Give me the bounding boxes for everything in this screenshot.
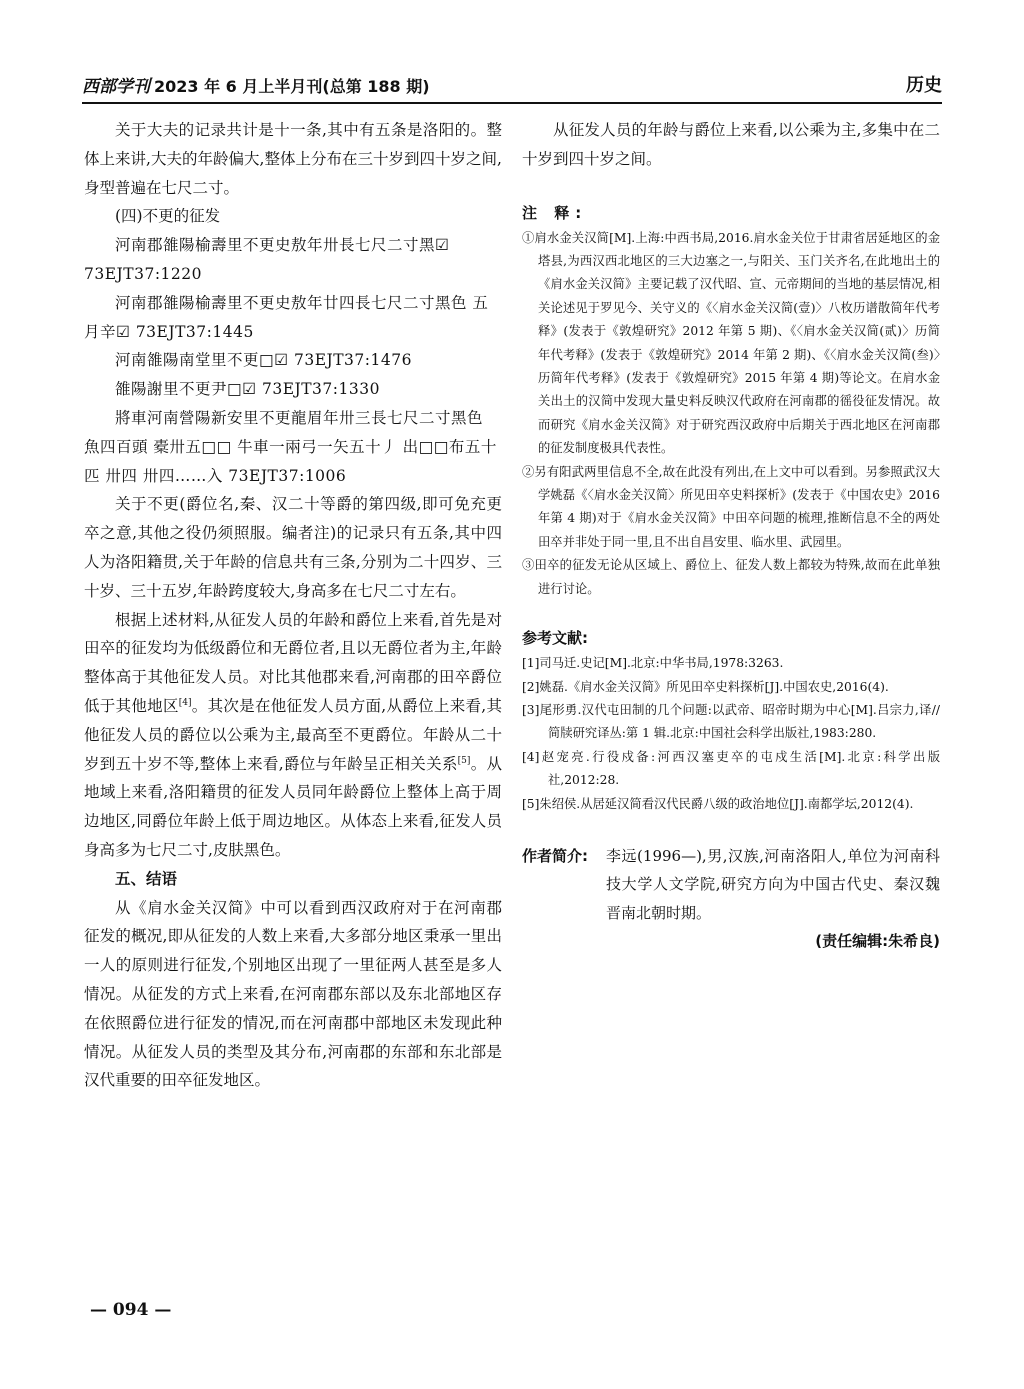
reference-item: [2]姚磊.《肩水金关汉简》所见田卒史料探析[J].中国农史,2016(4). — [522, 679, 889, 694]
citation-5[interactable]: [5] — [457, 755, 471, 766]
paragraph-analysis — [84, 606, 502, 865]
note-item: ①肩水金关汉简[M].上海:中西书局,2016.肩水金关位于甘肃省居延地区的金塔县,为西汉西北地区的三大边塞之一,与阳关、玉门关齐名,在此地出土的《肩水金关汉简》主要记载了汉代昭、宣、元帝期间的当地的基层情况,相关论述见于罗见今、关守义的《〈肩水金关汉简(壹)〉八枚历谱散简年代考释》(发表于《敦煌研究》2012 年第 5 期)、《〈肩水金关汉简(贰)〉历简年代考释》(发表于《敦煌研究》2014 年第 2 期)、《〈肩水金关汉简(叁)〉历简年代考释》(发表于《敦煌研究》2015 年第 4 期)等论文。在肩水金关出土的汉简中发现大量史料反映汉代政府在河南郡的徭役征发情况。故而研究《肩水金关汉简》对于研究西汉政府中后期关于西北地区在河南郡的征发制度极具代表性。 — [522, 230, 940, 456]
author-bio — [522, 842, 940, 928]
left-column — [84, 116, 502, 1095]
reference-item: [3]尾形勇.汉代屯田制的几个问题:以武帝、昭帝时期为中心[M].吕宗力,译//简牍研究译丛:第 1 辑.北京:中国社会科学出版社,1983:280. — [522, 702, 940, 741]
slip-quote-5: 將車河南營陽新安里不更龍眉年卅三長七尺二寸黑色 魚四百頭 橐卅五□□ 牛車一兩弓一矢五十丿 出□□布五十匹 卅四 卅四……入 73EJT37:1006 — [84, 408, 497, 485]
notes-title: 注 释: — [522, 203, 588, 222]
page-number: — 094 — — [90, 1300, 172, 1320]
references-title: 参考文献: — [522, 629, 588, 648]
reference-item: [5]朱绍侯.从居延汉简看汉代民爵八级的政治地位[J].南都学坛,2012(4). — [522, 796, 914, 811]
header-left — [82, 72, 430, 97]
paragraph-dafu: 关于大夫的记录共计是十一条,其中有五条是洛阳的。整体上来讲,大夫的年龄偏大,整体上分布在三十岁到四十岁之间,身型普遍在七尺二寸。 — [84, 121, 502, 197]
analysis-text-c: 。从地域上来看,洛阳籍贯的征发人员同年龄爵位上整体上高于周边地区,同爵位年龄上低于周边地区。从体态上来看,征发人员身高多为七尺二寸,皮肤黑色。 — [84, 754, 502, 859]
paragraph-conclusion: 从《肩水金关汉简》中可以看到西汉政府对于在河南郡征发的概况,即从征发的人数上来看,大多部分地区秉承一里出一人的原则进行征发,个别地区出现了一里征两人甚至是多人情况。从征发的方式上来看,在河南郡东部以及东北部地区存在依照爵位进行征发的情况,而在河南郡中部地区未发现此种情况。从征发人员的类型及其分布,河南郡的东部和东北部是汉代重要的田卒征发地区。 — [84, 898, 502, 1090]
slip-quote-3: 河南雒陽南堂里不更□☑ 73EJT37:1476 — [115, 351, 412, 370]
reference-item: [1]司马迁.史记[M].北京:中华书局,1978:3263. — [522, 656, 784, 671]
references-list — [522, 652, 940, 816]
slip-quote-4: 雒陽謝里不更尹□☑ 73EJT37:1330 — [115, 380, 380, 399]
author-bio-text: 李远(1996—),男,汉族,河南洛阳人,单位为河南科技大学人文学院,研究方向为中国古代史、秦汉魏晋南北朝时期。 — [606, 846, 940, 922]
issue-info: 2023 年 6 月上半月刊(总第 188 期) — [154, 77, 430, 96]
right-column — [522, 116, 940, 955]
paragraph-conclusion-cont: 从征发人员的年龄与爵位上来看,以公乘为主,多集中在二十岁到四十岁之间。 — [522, 121, 940, 168]
responsible-editor: (责任编辑:朱希良) — [815, 932, 940, 951]
journal-logo: 西部学刊 — [82, 77, 150, 97]
note-item: ②另有阳武两里信息不全,故在此没有列出,在上文中可以看到。另参照武汉大学姚磊《〈肩水金关汉简〉所见田卒史料探析》(发表于《中国农史》2016 年第 4 期)对于《肩水金关汉简》中田卒问题的梳理,推断信息不全的两处田卒并非处于同一里,且不出自昌安里、临水里、武园里。 — [522, 464, 940, 549]
slip-quote-1: 河南郡雒陽榆壽里不更史敖年卅長七尺二寸黑☑ 73EJT37:1220 — [84, 236, 450, 283]
analysis-text-a: 根据上述材料,从征发人员的年龄和爵位上来看,首先是对田卒的征发均为低级爵位和无爵位者,且以无爵位者为主,年龄整体高于其他征发人员。对比其他郡来看,河南郡的田卒爵位低于其他地区 — [84, 610, 502, 715]
slip-quote-2: 河南郡雒陽榆壽里不更史敖年廿四長七尺二寸黑色 五月辛☑ 73EJT37:1445 — [84, 293, 489, 341]
subheading-bugeng: (四)不更的征发 — [115, 207, 221, 226]
running-header — [82, 70, 942, 104]
section-heading-conclusion: 五、结语 — [115, 869, 178, 888]
citation-4[interactable]: [4] — [178, 697, 192, 708]
reference-item: [4]赵宠亮.行役戍备:河西汉塞吏卒的屯戍生活[M].北京:科学出版社,2012:28. — [522, 749, 940, 788]
paragraph-bugeng: 关于不更(爵位名,秦、汉二十等爵的第四级,即可免充更卒之意,其他之役仍须照服。编者注)的记录只有五条,其中四人为洛阳籍贯,关于年龄的信息共有三条,分别为二十四岁、三十岁、三十五岁,年龄跨度较大,身高多在七尺二寸左右。 — [84, 495, 502, 600]
note-item: ③田卒的征发无论从区域上、爵位上、征发人数上都较为特殊,故而在此单独进行讨论。 — [522, 558, 940, 596]
section-label: 历史 — [906, 75, 942, 96]
analysis-text-b: 。其次是在他征发人员方面,从爵位上来看,其他征发人员的爵位以公乘为主,最高至不更爵位。年龄从二十岁到五十岁不等,整体上来看,爵位与年龄呈正相关关系 — [84, 696, 502, 773]
author-bio-label: 作者简介: — [522, 846, 588, 865]
notes-list — [522, 227, 940, 602]
